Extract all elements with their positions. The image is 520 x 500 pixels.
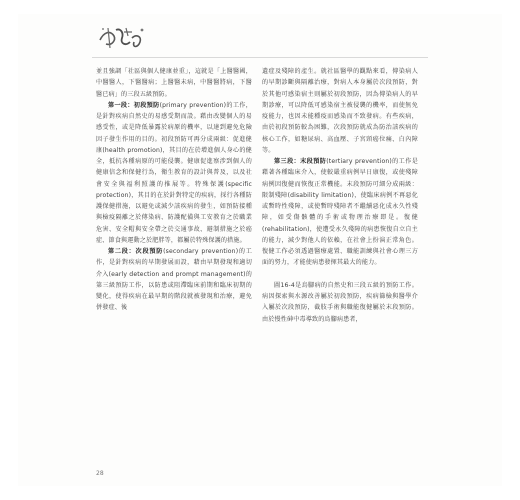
- right-paragraph-3: 圖16-4是烏腳病的自然史和三段五級的預防工作。病因探索與水源改善屬於初段預防，疾病篩檢與醫學介入屬於次段預防，截肢手術與職能復健屬於末段預防。由於慢性砷中毒導致的烏腳病患者，: [262, 281, 418, 323]
- left-column: [96, 66, 252, 314]
- header-divider: [92, 57, 428, 58]
- logo-calligraphy-icon: [96, 22, 148, 52]
- paragraph-spacer: [262, 269, 418, 280]
- right-paragraph-2: [262, 156, 418, 269]
- right-column: [262, 66, 418, 325]
- section-text-secondary: (secondary prevention)的工作，是針對疾病的早期發展而設，藉由早期發現和適切介入(early detection and prompt management)的第三級預防工作，以防患或阻滯臨床前期和臨床初期的變化，使得疾病在最早期的階段就被發現和治療，避免併發症、後: [96, 248, 253, 312]
- book-logo: [96, 22, 148, 52]
- section-text-primary: (primary prevention)的工作，是針對疾病自然史的易感受期而設。藉由改變個人的易感受性，或是降低暴露於病原的機率，以達到避免危險因子發生作用的目的。初段預防可再分成兩級：促進健康(health promotion)，其目的在於增進個人身心的健全，抵抗各種病原的可能侵襲。健康促進察涉到個人的健康信念和保健行為，衛生教育的設計與普及，以及社會安全與福利照護的推展等。特殊保護(specific protection)，其目的在於針對特定的疾病，採行各種防護保健措施，以避免或減少該疾病的發生，如預防接種與檢疫隔離之於傳染病、防護配備與工安教育之於職業危害、安全帽與安全帶之於交通事故、避制措施之於癌症、節食與運動之於肥胖等，都屬於特殊保護的措施。: [96, 101, 252, 244]
- section-text-tertiary: (tertiary prevention)的工作是藉著各種臨床介入，使較嚴重病例早日康復，或使殘障病例因復健而恢復正常機能。末段預防可細分成兩級：限制殘障(disability limitation)，使臨床病例不再惡化或暫時性殘障，或使暫時殘障者不繼續惡化成永久性殘障，如受傷骸體的手術或物理治療即是。復健(rehabilitation)，使遭受永久殘障的病患恢復自立自主的能力，減少對他人的依賴，在社會上扮演正常角色。復健工作必須透過醫療處置、職能訓練與社會心理三方面的努力，才能使病患發揮其最大的能力。: [262, 158, 418, 267]
- left-paragraph-2: [96, 100, 252, 246]
- left-paragraph-1: 並且強調「社區與個人健康並重」，這就是「上醫醫國，中醫醫人，下醫醫病；上醫醫未病，中醫醫將病，下醫醫已病」的三段五級預防。: [96, 68, 252, 98]
- section-heading-tertiary: 第三段：末段預防: [274, 158, 327, 165]
- page-number: 28: [96, 470, 104, 477]
- section-heading-secondary: 第二段：次段預防: [108, 248, 164, 255]
- left-paragraph-3: [96, 246, 252, 314]
- section-heading-primary: 第一段：初段預防: [108, 101, 160, 109]
- right-paragraph-1: 遺症及殘障的產生。就社區醫學的觀點來看，傳染病人的早期診斷與隔離治療，對病人本身屬於次段預防，對於其他可感染宿主則屬於初段預防，因為傳染病人的早期診療，可以降低可感染宿主被侵襲的機率，而使無免疫能力，也因未能種疫而感染而不致發病。有些疾病，由於初段預防較為困難，次段預防就成為防治該疾病的核心工作，如糖尿病、高血壓、子宮頸癌位痛、白內障等。: [262, 68, 418, 154]
- page-background: [18, 14, 502, 486]
